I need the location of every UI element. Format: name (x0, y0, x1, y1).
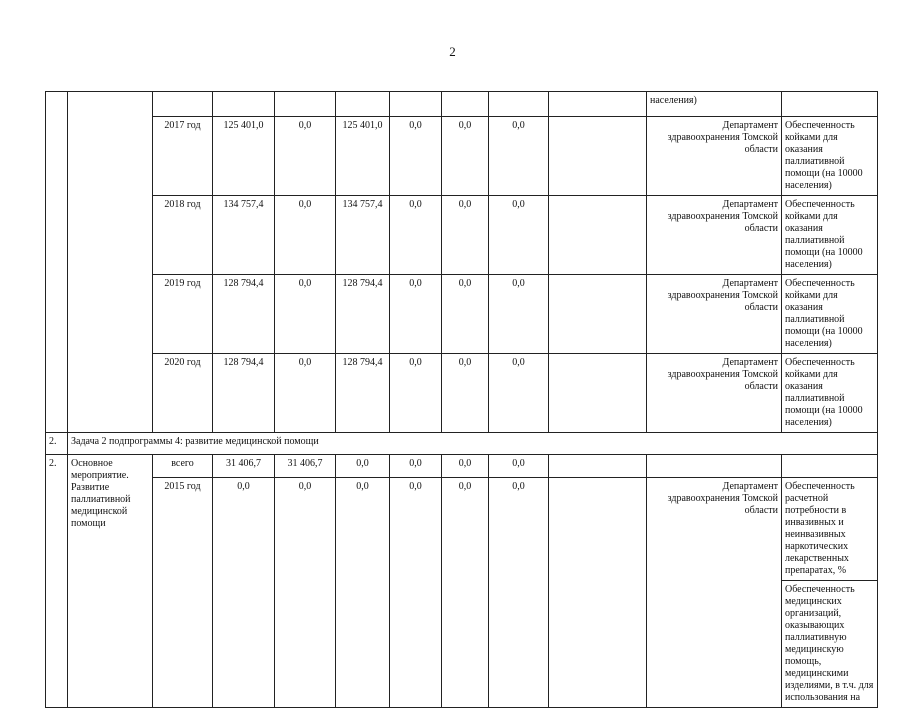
amount-cell: 31 406,7 (275, 455, 336, 478)
activity-name: Основное мероприятие. Развитие паллиативной медицинской помощи (68, 455, 153, 708)
indicator-cell: Обеспеченность койками для оказания паллиативной помощи (на 10000 населения) (782, 117, 878, 196)
amount-cell: 134 757,4 (336, 196, 390, 275)
amount-cell: 128 794,4 (336, 275, 390, 354)
table-row (46, 275, 878, 354)
total-cell: 0,0 (213, 478, 275, 708)
executor-cell: Департамент здравоохранения Томской области (647, 478, 782, 708)
table-row (46, 117, 878, 196)
amount-cell: 0,0 (336, 478, 390, 708)
year-cell: 2019 год (153, 275, 213, 354)
table-row (46, 196, 878, 275)
table-row (46, 92, 878, 117)
year-cell: 2017 год (153, 117, 213, 196)
amount-cell: 0,0 (275, 478, 336, 708)
amount-cell: 0,0 (275, 275, 336, 354)
indicator-cell: Обеспеченность койками для оказания паллиативной помощи (на 10000 населения) (782, 275, 878, 354)
executor-cell: Департамент здравоохранения Томской области (647, 196, 782, 275)
total-label-cell: всего (153, 455, 213, 478)
task-number: 2. (46, 433, 68, 455)
indicator-cell: Обеспеченность койками для оказания паллиативной помощи (на 10000 населения) (782, 196, 878, 275)
amount-cell: 0,0 (390, 275, 442, 354)
amount-cell: 0,0 (489, 354, 549, 433)
amount-cell: 0,0 (390, 354, 442, 433)
table-row (46, 455, 878, 478)
amount-cell: 0,0 (489, 117, 549, 196)
amount-cell: 0,0 (489, 478, 549, 708)
total-cell: 128 794,4 (213, 275, 275, 354)
indicator-cell: Обеспеченность расчетной потребности в инвазивных и неинвазивных наркотических лекарственных препаратах, % (782, 478, 878, 581)
year-cell: 2015 год (153, 478, 213, 708)
amount-cell: 0,0 (442, 478, 489, 708)
total-cell: 31 406,7 (213, 455, 275, 478)
total-cell: 125 401,0 (213, 117, 275, 196)
table-row (46, 354, 878, 433)
executor-cell: Департамент здравоохранения Томской области (647, 354, 782, 433)
indicator-cell: Обеспеченность медицинских организаций, оказывающих паллиативную медицинскую помощь, медицинскими изделиями, в т.ч. для использования на (782, 581, 878, 708)
amount-cell: 0,0 (390, 478, 442, 708)
amount-cell: 0,0 (390, 455, 442, 478)
year-cell: 2020 год (153, 354, 213, 433)
amount-cell: 0,0 (489, 196, 549, 275)
amount-cell: 0,0 (390, 196, 442, 275)
amount-cell: 0,0 (275, 354, 336, 433)
amount-cell: 0,0 (442, 455, 489, 478)
total-cell: 128 794,4 (213, 354, 275, 433)
amount-cell: 0,0 (275, 117, 336, 196)
amount-cell: 0,0 (390, 117, 442, 196)
table-row (46, 478, 878, 581)
amount-cell: 125 401,0 (336, 117, 390, 196)
task-title: Задача 2 подпрограммы 4: развитие медицинской помощи (68, 433, 878, 455)
page-number: 2 (449, 44, 456, 59)
indicator-cell: населения) (647, 92, 782, 117)
amount-cell: 0,0 (489, 455, 549, 478)
amount-cell: 0,0 (275, 196, 336, 275)
total-cell: 134 757,4 (213, 196, 275, 275)
amount-cell: 0,0 (489, 275, 549, 354)
indicator-cell: Обеспеченность койками для оказания паллиативной помощи (на 10000 населения) (782, 354, 878, 433)
amount-cell: 0,0 (336, 455, 390, 478)
amount-cell: 0,0 (442, 275, 489, 354)
amount-cell: 0,0 (442, 354, 489, 433)
amount-cell: 0,0 (442, 196, 489, 275)
program-table (45, 91, 878, 708)
executor-cell: Департамент здравоохранения Томской области (647, 117, 782, 196)
amount-cell: 128 794,4 (336, 354, 390, 433)
activity-number: 2. (46, 455, 68, 708)
amount-cell: 0,0 (442, 117, 489, 196)
executor-cell: Департамент здравоохранения Томской области (647, 275, 782, 354)
year-cell: 2018 год (153, 196, 213, 275)
task-row (46, 433, 878, 455)
